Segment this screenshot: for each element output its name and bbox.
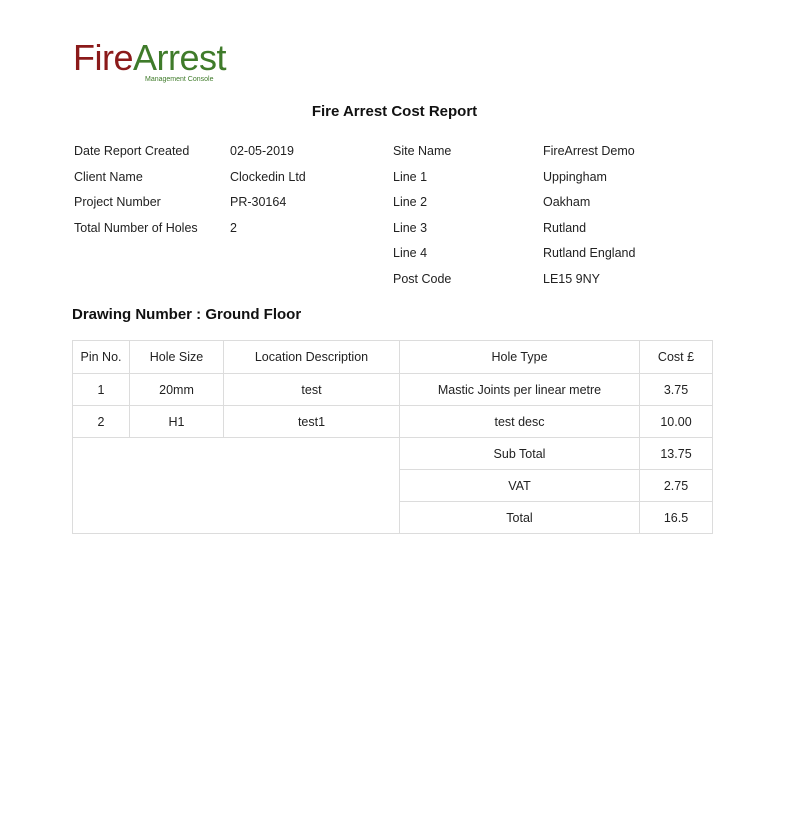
total-label: Total	[400, 502, 640, 534]
header-pin-no: Pin No.	[73, 341, 130, 374]
header-hole-size: Hole Size	[130, 341, 224, 374]
subtotal-value: 13.75	[640, 438, 713, 470]
header-location-description: Location Description	[224, 341, 400, 374]
header-hole-type: Hole Type	[400, 341, 640, 374]
subtotal-row	[73, 438, 713, 470]
cell-hole-size: 20mm	[130, 374, 224, 406]
table-row	[73, 374, 713, 406]
logo-fire-text: Fire	[73, 37, 133, 78]
table-header-row	[73, 341, 713, 374]
info-label-site-name: Site Name	[393, 144, 452, 158]
report-title: Fire Arrest Cost Report	[311, 103, 478, 120]
total-value: 16.5	[640, 502, 713, 534]
info-value-project-number: PR-30164	[230, 195, 287, 209]
info-label-post-code: Post Code	[393, 272, 452, 286]
header-cost: Cost £	[640, 341, 713, 374]
info-value-line3: Rutland	[543, 221, 587, 235]
firearrest-logo	[73, 36, 243, 88]
info-value-post-code: LE15 9NY	[543, 272, 600, 286]
info-value-site-name: FireArrest Demo	[543, 144, 635, 158]
info-label-line3: Line 3	[393, 221, 428, 235]
info-value-total-holes: 2	[230, 221, 237, 235]
cell-location-description: test1	[224, 406, 400, 438]
cell-pin-no: 1	[73, 374, 130, 406]
info-label-total-holes: Total Number of Holes	[74, 221, 198, 235]
info-label-client-name: Client Name	[74, 170, 143, 184]
table-row	[73, 406, 713, 438]
cost-table	[72, 340, 713, 534]
drawing-number-title: Drawing Number : Ground Floor	[72, 306, 302, 323]
info-value-line1: Uppingham	[543, 170, 607, 184]
totals-blank-area	[73, 438, 400, 534]
info-value-line4: Rutland England	[543, 246, 636, 260]
info-label-line4: Line 4	[393, 246, 428, 260]
logo-subtitle: Management Console	[145, 76, 214, 83]
info-label-line1: Line 1	[393, 170, 428, 184]
info-value-line2: Oakham	[543, 195, 591, 209]
vat-value: 2.75	[640, 470, 713, 502]
cell-pin-no: 2	[73, 406, 130, 438]
info-label-line2: Line 2	[393, 195, 428, 209]
cell-cost: 10.00	[640, 406, 713, 438]
subtotal-label: Sub Total	[400, 438, 640, 470]
cell-hole-type: test desc	[400, 406, 640, 438]
info-value-date-created: 02-05-2019	[230, 144, 294, 158]
logo-arrest-text: Arrest	[133, 37, 227, 78]
info-label-project-number: Project Number	[74, 195, 161, 209]
info-label-date-created: Date Report Created	[74, 144, 190, 158]
info-value-client-name: Clockedin Ltd	[230, 170, 306, 184]
cell-hole-type: Mastic Joints per linear metre	[400, 374, 640, 406]
cell-cost: 3.75	[640, 374, 713, 406]
cell-hole-size: H1	[130, 406, 224, 438]
vat-label: VAT	[400, 470, 640, 502]
cell-location-description: test	[224, 374, 400, 406]
